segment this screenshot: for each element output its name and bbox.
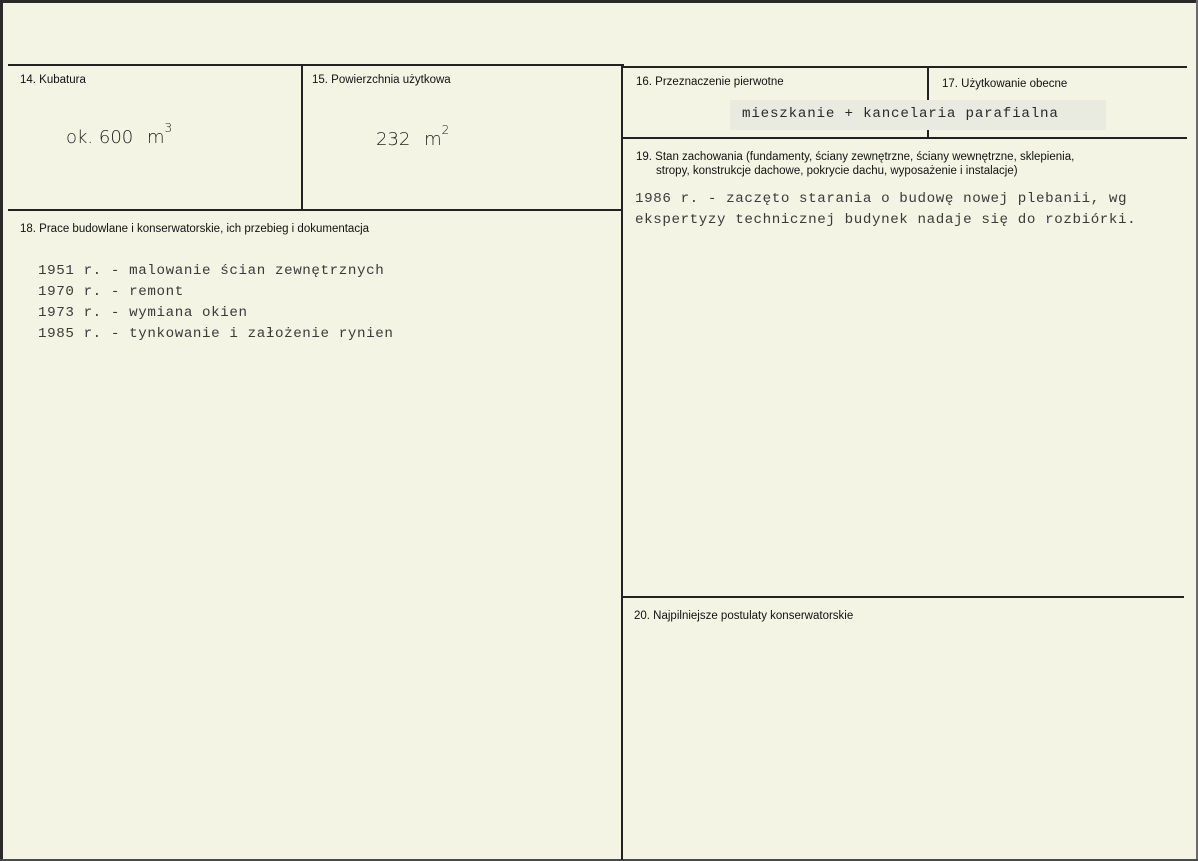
uzytkowanie-label: 17. Użytkowanie obecne [942, 78, 1068, 90]
rule-v-left-right [621, 64, 623, 860]
uzytkowanie-value: mieszkanie + kancelaria parafialna [742, 106, 1059, 122]
rule-under-14-15 [8, 209, 622, 211]
rule-under-16-17 [622, 137, 1187, 139]
prace-entry: 1985 r. - tynkowanie i założenie rynien [38, 326, 394, 342]
powierzchnia-label: 15. Powierzchnia użytkowa [312, 74, 451, 86]
przeznaczenie-label: 16. Przeznaczenie pierwotne [636, 76, 784, 88]
kubatura-value [66, 121, 173, 148]
powierzchnia-value [376, 123, 450, 150]
prace-entry: 1951 r. - malowanie ścian zewnętrznych [38, 263, 385, 279]
powierzchnia-exponent: 2 [441, 123, 450, 137]
prace-label: 18. Prace budowlane i konserwatorskie, ich przebieg i dokumentacja [20, 223, 370, 235]
kubatura-exponent: 3 [164, 121, 173, 135]
stan-text-line1: 1986 r. - zaczęto starania o budowę nowej plebanii, wg [635, 191, 1128, 207]
kubatura-unit: m [146, 127, 165, 148]
card-edge-left [0, 0, 3, 861]
kubatura-label: 14. Kubatura [20, 74, 86, 86]
stan-label-line1: 19. Stan zachowania (fundamenty, ściany zewnętrzne, ściany wewnętrzne, sklepienia, [636, 151, 1075, 163]
rule-under-19 [622, 596, 1184, 598]
prace-entry: 1973 r. - wymiana okien [38, 305, 248, 321]
stan-text-line2: ekspertyzy technicznej budynek nadaje się do rozbiórki. [635, 212, 1137, 228]
prace-entry: 1970 r. - remont [38, 284, 184, 300]
rule-top-right [622, 66, 1187, 68]
kubatura-number: ok. 600 [66, 127, 134, 148]
rule-v-14-15 [301, 64, 303, 210]
powierzchnia-unit: m [424, 129, 442, 150]
card-edge-top [0, 0, 1198, 3]
powierzchnia-number: 232 [376, 129, 411, 150]
postulaty-label: 20. Najpilniejsze postulaty konserwatorskie [634, 610, 854, 622]
stan-label-line2: stropy, konstrukcje dachowe, pokrycie dachu, wyposażenie i instalacje) [656, 165, 1018, 177]
rule-top-left [8, 64, 624, 66]
